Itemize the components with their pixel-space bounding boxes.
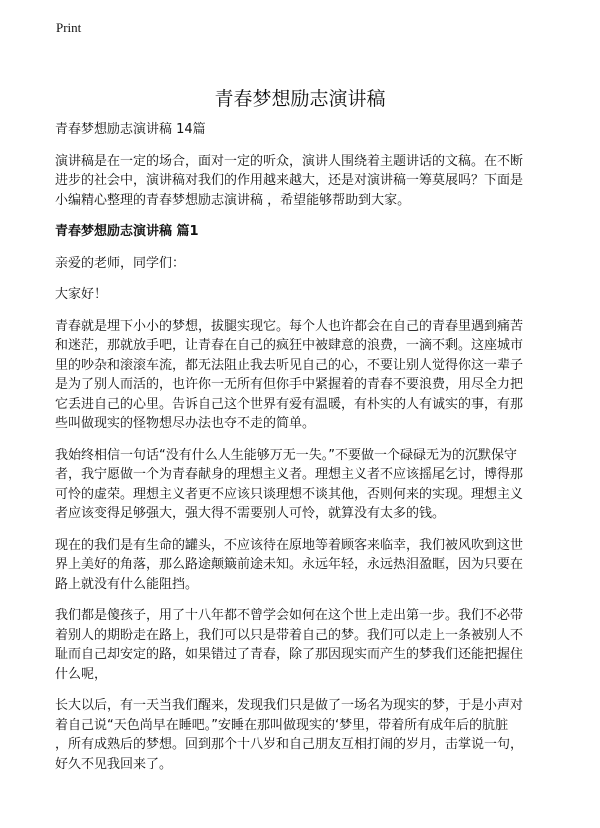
body-paragraph [55, 606, 575, 684]
text-line: 进步的社会中，演讲稿对我们的作用越来越大，还是对演讲稿一筹莫展吗？下面是 [55, 173, 524, 188]
body-paragraph [55, 446, 575, 524]
text-line: 里的吵杂和滚滚车流，都无法阻止我去听见自己的心，不要让别人觉得你这一辈子 [55, 357, 524, 373]
text-line: 是为了别人而活的，也许你一无所有但你手中紧握着的青春不要浪费，用尽全力把 [55, 377, 524, 392]
text-line: 路上就没有什么能阻挡。 [55, 576, 199, 592]
hello: 大家好！ [55, 287, 108, 302]
text-line: 者应该变得足够强大，强大得不需要别人可怜，就算没有太多的钱。 [55, 506, 446, 521]
print-link[interactable]: Print [56, 20, 82, 35]
intro-paragraph [55, 152, 575, 211]
section-heading: 青春梦想励志演讲稿 篇1 [55, 224, 199, 239]
text-line: 着自己说“天色尚早在睡吧。”安睡在那叫做现实的‘梦里，带着所有成年后的肮脏 [55, 717, 509, 733]
text-line: 我始终相信一句话“没有什么人生能够万无一失。”不要做一个碌碌无为的沉默保守 [55, 447, 517, 463]
body-paragraph [55, 696, 575, 774]
text-line: 着别人的期盼走在路上，我们可以只是带着自己的梦。我们可以走上一条被别人不 [55, 627, 524, 643]
text-line: 界上美好的角落，那么路途颠簸前途未知。永远年轻，永远热泪盈眶，因为只要在 [55, 557, 524, 572]
text-line: 什么呢， [55, 666, 108, 682]
text-line: 长大以后，有一天当我们醒来，发现我们只是做了一场名为现实的梦，于是小声对 [55, 698, 524, 713]
text-line: 可怜的虚荣。理想主义者更不应该只谈理想不谈其他，否则何来的实现。理想主义 [55, 486, 524, 502]
greeting: 亲爱的老师，同学们： [55, 255, 186, 271]
page-title: 青春梦想励志演讲稿 [214, 88, 386, 110]
text-line: 我们都是傻孩子，用了十八年都不曾学会如何在这个世上走出第一步。我们不必带 [55, 608, 524, 623]
text-line: 耻而自己却安定的路，如果错过了青春，除了那因现实而产生的梦我们还能把握住 [55, 647, 524, 662]
text-line: 它丢进自己的心里。告诉自己这个世界有爱有温暖，有朴实的人有诚实的事，有那 [55, 396, 524, 412]
document-body [55, 120, 575, 786]
text-line: 现在的我们是有生命的罐头，不应该待在原地等着顾客来临幸，我们被风吹到这世 [55, 537, 524, 553]
body-paragraph [55, 317, 575, 434]
text-line: 演讲稿是在一定的场合，面对一定的听众，演讲人围绕着主题讲话的文稿。在不断 [55, 153, 524, 169]
text-line: 和迷茫，那就放手吧，让青春在自己的疯狂中被肆意的浪费，一滴不剩。这座城市 [55, 338, 524, 353]
text-line: 者，我宁愿做一个为青春献身的理想主义者。理想主义者不应该摇尾乞讨，博得那 [55, 467, 524, 482]
text-line: 青春就是埋下小小的梦想，拔腿实现它。每个人也许都会在自己的青春里遇到痛苦 [55, 318, 524, 334]
subtitle: 青春梦想励志演讲稿 14篇 [55, 122, 206, 137]
body-paragraph [55, 536, 575, 595]
text-line: 好久不见我回来了。 [55, 756, 173, 772]
text-line: 些叫做现实的怪物想尽办法也夺不走的简单。 [55, 416, 316, 431]
text-line: 小编精心整理的青春梦想励志演讲稿 ，希望能够帮助到大家。 [55, 192, 411, 208]
text-line: ，所有成熟后的梦想。回到那个十八岁和自己朋友互相打闹的岁月，击掌说一句， [55, 737, 524, 752]
